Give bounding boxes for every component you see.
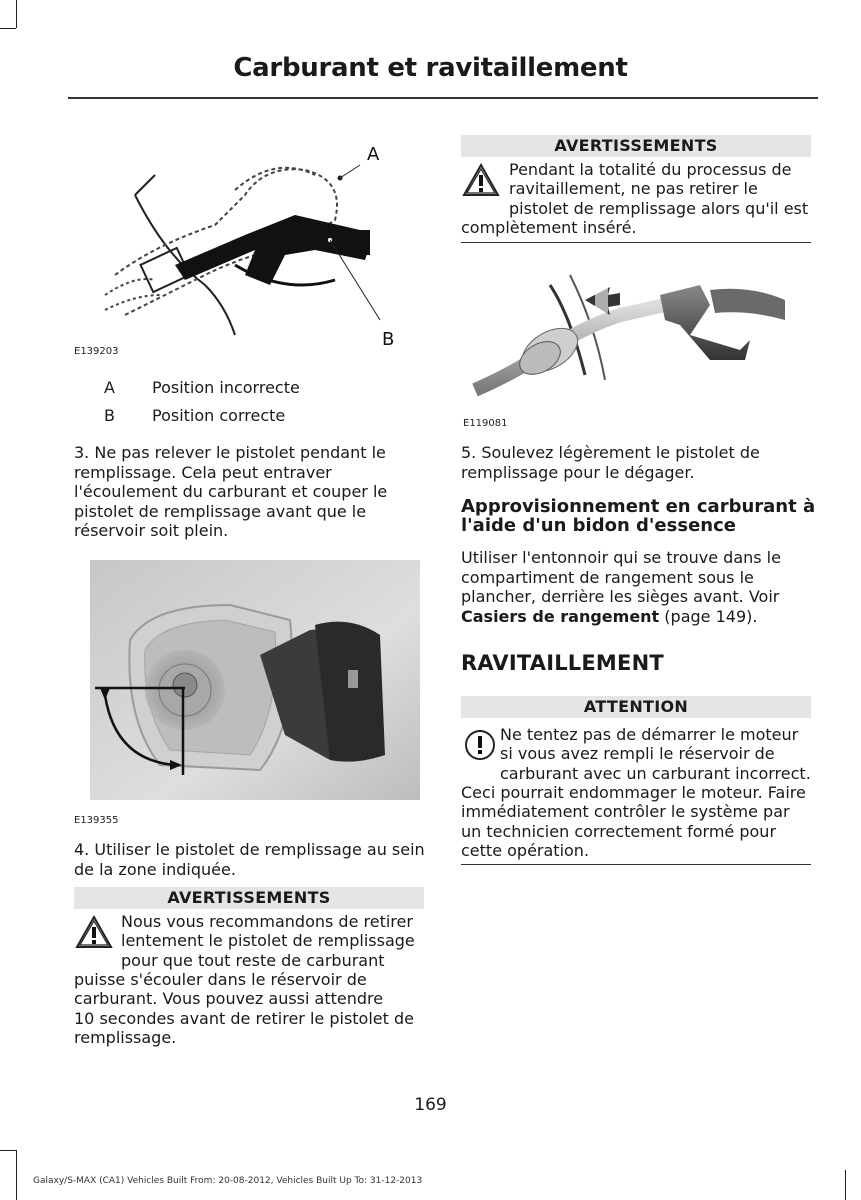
funnel-text-part: Utiliser l'entonnoir qui se trouve dans le compartiment de rangement sous le plancher, derrière les sièges avant. Voir: [461, 548, 781, 606]
figure-code: E139203: [74, 346, 119, 357]
warning-line: 10 secondes avant de retirer le pistolet de: [74, 1008, 414, 1028]
attention-line: Ceci pourrait endommager le moteur. Faire: [461, 783, 806, 802]
warning-line: lentement le pistolet de remplissage: [121, 931, 415, 951]
warning-line: Pendant la totalité du processus de: [509, 160, 792, 179]
step-4-text: 4. Utiliser le pistolet de remplissage au sein de la zone indiquée.: [74, 840, 425, 879]
warning-line: pour que tout reste de carburant: [121, 950, 385, 970]
figure-code: E119081: [463, 418, 508, 429]
attention-text: [461, 783, 816, 861]
attention-line: carburant avec un carburant incorrect.: [500, 763, 811, 783]
legend-key: B: [104, 406, 115, 425]
attention-line: cette opération.: [461, 841, 590, 861]
nozzle-lift-illustration: [470, 265, 800, 415]
step-3-text: 3. Ne pas relever le pistolet pendant le remplissage. Cela peut entraver l'écoulement du carburant et couper le pistolet de remplissage avant que le réservoir soit plein.: [74, 443, 388, 540]
attention-line: immédiatement contrôler le système par: [461, 802, 790, 822]
warning-triangle-icon: [461, 162, 501, 198]
funnel-text-part: (page 149).: [659, 606, 758, 626]
legend-text: Position incorrecte: [152, 378, 300, 397]
section-heading: RAVITAILLEMENT: [461, 651, 664, 675]
header-rule: [68, 97, 818, 99]
attention-heading: ATTENTION: [461, 696, 811, 718]
step-5-text: 5. Soulevez légèrement le pistolet de remplissage pour le dégager.: [461, 443, 760, 482]
crop-mark: [845, 1170, 846, 1200]
figure-label-a: A: [367, 144, 380, 165]
warning-text: [461, 218, 816, 237]
subheading: Approvisionnement en carburant à l'aide d'un bidon d'essence: [461, 496, 816, 536]
nozzle-position-illustration: [95, 135, 425, 350]
page-title: Carburant et ravitaillement: [233, 53, 628, 83]
warning-line: pistolet de remplissage alors qu'il est: [509, 198, 809, 218]
page-number: 169: [414, 1095, 447, 1115]
warning-line: remplissage.: [74, 1028, 177, 1048]
warning-line: Nous vous recommandons de retirer: [121, 912, 413, 931]
attention-end-rule: [461, 864, 811, 865]
warning-heading: AVERTISSEMENTS: [461, 135, 811, 157]
warning-text: [509, 160, 814, 218]
fuel-door-photo: [90, 560, 420, 800]
footer-text: Galaxy/S-MAX (CA1) Vehicles Built From: 20-08-2012, Vehicles Built Up To: 31-12-2013: [33, 1176, 423, 1186]
storage-reference-link[interactable]: Casiers de rangement: [461, 606, 660, 626]
warning-line: carburant. Vous pouvez aussi attendre: [74, 989, 384, 1009]
warning-triangle-icon: [74, 914, 114, 950]
warning-line: ravitaillement, ne pas retirer le: [509, 179, 758, 199]
warning-heading: AVERTISSEMENTS: [74, 887, 424, 909]
crop-mark: [0, 1150, 16, 1151]
warning-line: complètement inséré.: [461, 218, 637, 237]
attention-line: si vous avez rempli le réservoir de: [500, 744, 775, 764]
legend-key: A: [104, 378, 115, 397]
crop-mark: [0, 28, 16, 29]
crop-mark: [16, 1150, 17, 1200]
warning-end-rule: [461, 242, 811, 243]
attention-circle-icon: [463, 728, 497, 762]
warning-text: [121, 912, 426, 970]
figure-code: E139355: [74, 815, 119, 826]
figure-label-b: B: [382, 329, 395, 350]
warning-text: [74, 970, 429, 1048]
warning-line: puisse s'écouler dans le réservoir de: [74, 970, 367, 989]
attention-text: [500, 725, 815, 783]
legend-text: Position correcte: [152, 406, 286, 425]
crop-mark: [16, 0, 17, 28]
funnel-text: [461, 548, 811, 626]
attention-line: un technicien correctement formé pour: [461, 821, 777, 841]
attention-line: Ne tentez pas de démarrer le moteur: [500, 725, 799, 744]
